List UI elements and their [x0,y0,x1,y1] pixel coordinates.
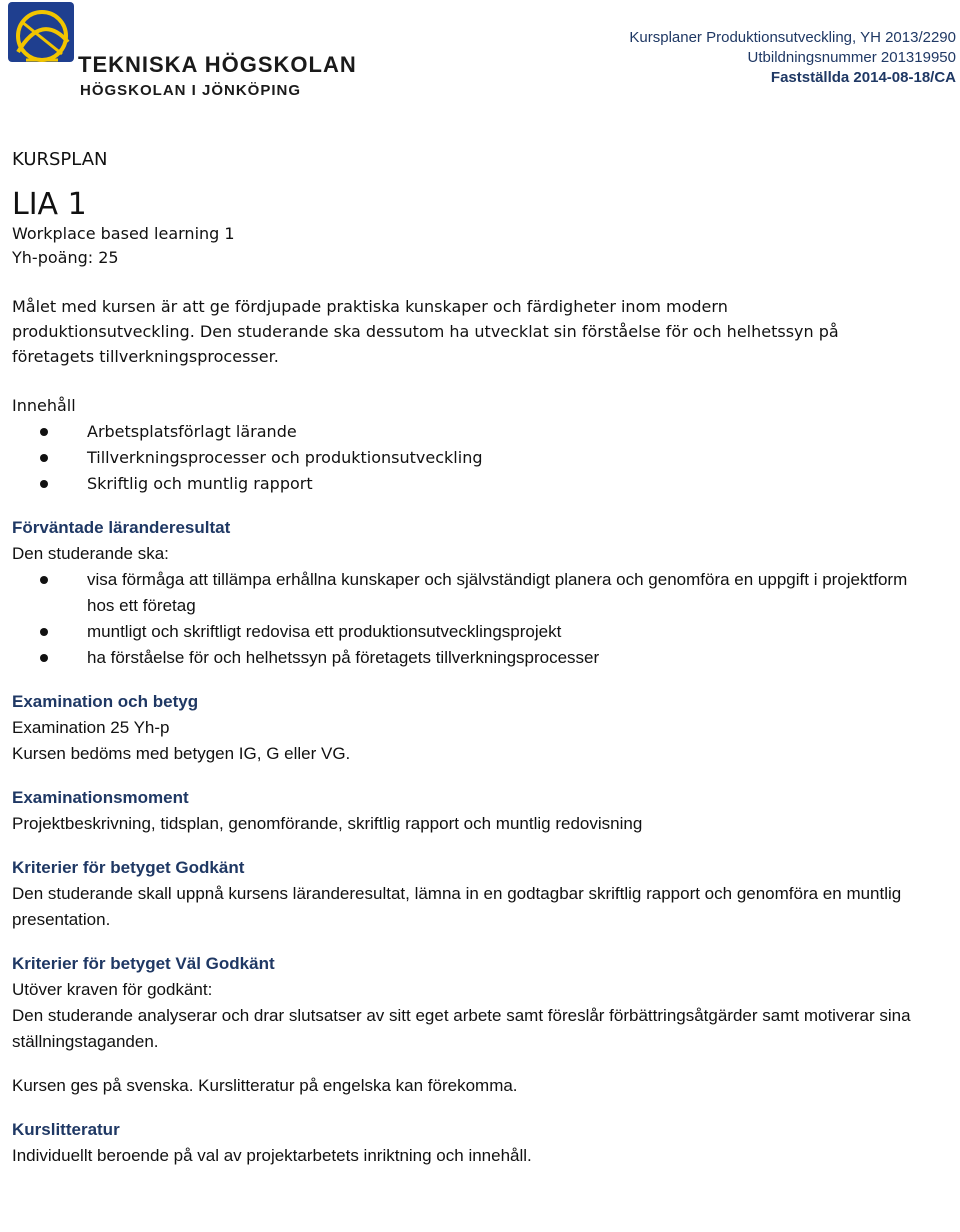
doc-label: KURSPLAN [12,149,108,170]
course-points: Yh-poäng: 25 [12,248,119,267]
list-item: Skriftlig och muntlig rapport [12,471,952,497]
distinction-intro: Utöver kraven för godkänt: [12,980,213,999]
pass-criteria-heading: Kriterier för betyget Godkänt [12,858,245,877]
document-body [12,148,952,1169]
bullet-icon [40,454,48,462]
header-approval-date: Fastställda 2014-08-18/CA [770,69,956,86]
exam-grading: Kursen bedöms med betygen IG, G eller VG. [12,744,351,763]
language-note: Kursen ges på svenska. Kurslitteratur på engelska kan förekomma. [12,1076,518,1095]
logo-subname: HÖGSKOLAN I JÖNKÖPING [80,82,302,99]
course-title: LIA 1 [12,187,87,222]
content-heading: Innehåll [12,396,76,415]
shield-emblem-icon [6,2,78,74]
list-item: ha förståelse för och helhetssyn på företagets tillverkningsprocesser [12,645,952,671]
list-item: Tillverkningsprocesser och produktionsutveckling [12,445,952,471]
literature-heading: Kurslitteratur [12,1120,120,1139]
course-goal: Målet med kursen är att ge fördjupade praktiska kunskaper och färdigheter inom modern produktionsutveckling. Den studerande ska dessutom ha utvecklat sin förståelse för och helhetssyn på företagets tillverkningsprocesser. [12,297,839,366]
exam-credits: Examination 25 Yh-p [12,718,170,737]
outcomes-heading: Förväntade läranderesultat [12,518,231,537]
bullet-icon [40,654,48,662]
university-logo [6,2,366,102]
list-item: Arbetsplatsförlagt lärande [12,419,952,445]
bullet-icon [40,576,48,584]
outcomes-list [12,567,952,671]
pass-criteria-text: Den studerande skall uppnå kursens läranderesultat, lämna in en godtagbar skriftlig rapport och genomföra en muntlig presentation. [12,884,902,929]
course-subtitle: Workplace based learning 1 [12,224,235,243]
document-header-info [629,28,956,88]
exam-heading: Examination och betyg [12,692,199,711]
content-list [12,419,952,497]
bullet-icon [40,428,48,436]
header-program-number: Utbildningsnummer 201319950 [747,49,956,66]
bullet-icon [40,628,48,636]
outcomes-intro: Den studerande ska: [12,544,169,563]
distinction-text: Den studerande analyserar och drar slutsatser av sitt eget arbete samt föreslår förbättringsåtgärder samt motiverar sina ställningstaganden. [12,1006,911,1051]
logo-name: TEKNISKA HÖGSKOLAN [78,52,357,77]
bullet-icon [40,480,48,488]
moment-text: Projektbeskrivning, tidsplan, genomförande, skriftlig rapport och muntlig redovisning [12,814,643,833]
distinction-criteria-heading: Kriterier för betyget Väl Godkänt [12,954,275,973]
list-item: muntligt och skriftligt redovisa ett produktionsutvecklingsprojekt [12,619,952,645]
moment-heading: Examinationsmoment [12,788,189,807]
list-item: visa förmåga att tillämpa erhållna kunskaper och självständigt planera och genomföra en uppgift i projektform hos ett företag [12,567,917,619]
literature-text: Individuellt beroende på val av projektarbetets inriktning och innehåll. [12,1146,532,1165]
header-course-plan: Kursplaner Produktionsutveckling, YH 2013/2290 [629,29,956,46]
